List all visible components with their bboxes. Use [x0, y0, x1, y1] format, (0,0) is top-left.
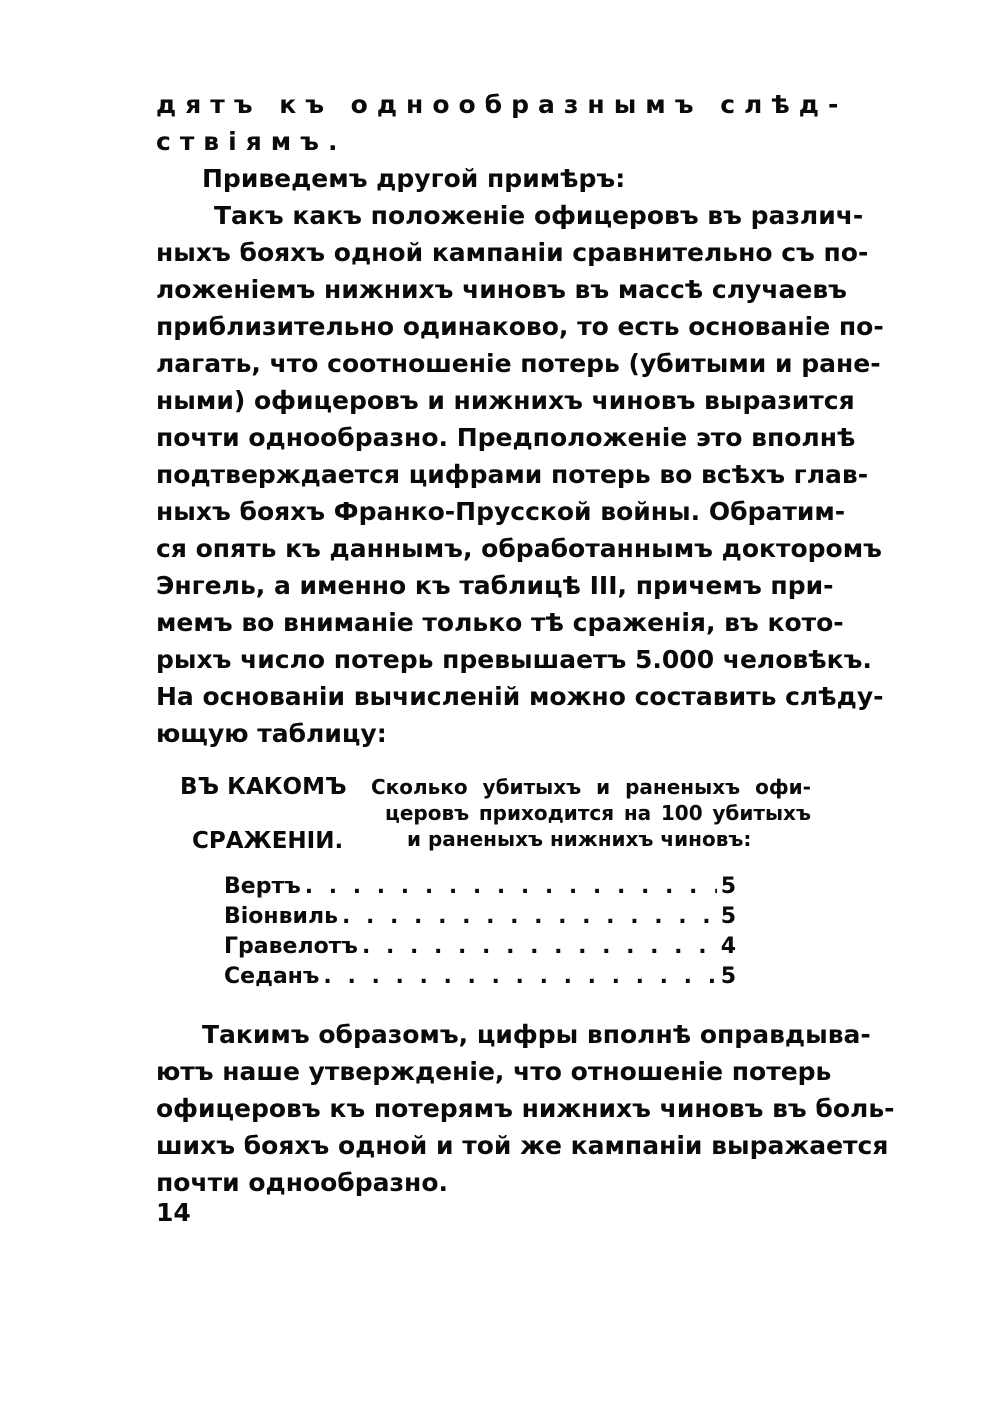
text-line: ныхъ бояхъ одной кампанiи сравнительно съ по- — [156, 238, 869, 267]
text-line: ными) офицеровъ и нижнихъ чиновъ выразится — [156, 386, 855, 415]
table-header-right — [371, 774, 811, 852]
table-row — [224, 872, 736, 902]
ratio-value: 4 — [720, 934, 736, 959]
text-line: почти однообразно. Предположенiе это вполнѣ — [156, 423, 856, 452]
text-line: дятъ къ однообразнымъ слѣд- — [156, 90, 848, 119]
text-line: рыхъ число потерь превышаетъ 5.000 человѣкъ. — [156, 645, 872, 674]
page-number: 14 — [156, 1198, 191, 1227]
text-line: На основанiи вычисленiй можно составить слѣду- — [156, 682, 884, 711]
header-ratio-line: и раненыхъ нижнихъ чиновъ: — [407, 827, 752, 851]
dot-leader — [342, 902, 717, 932]
text-line: ствiямъ. — [156, 127, 347, 156]
ratio-value: 5 — [720, 904, 736, 929]
text-line: Энгель, а именно къ таблицѣ III, причемъ при- — [156, 571, 834, 600]
table-body — [156, 872, 736, 992]
table-row — [224, 902, 736, 932]
text-line: Такъ какъ положенiе офицеровъ въ различ- — [214, 201, 864, 230]
ratio-value: 5 — [720, 874, 736, 899]
text-line: приблизительно одинаково, то есть основанiе по- — [156, 312, 884, 341]
text-line: мемъ во вниманiе только тѣ сраженiя, въ кото- — [156, 608, 844, 637]
ratio-value: 5 — [720, 964, 736, 989]
battle-name: Вертъ — [224, 874, 301, 899]
header-battle-line1: ВЪ КАКОМЪ — [180, 774, 347, 800]
text-line: лагать, что соотношенiе потерь (убитыми и ране- — [156, 349, 881, 378]
text-line: почти однообразно. — [156, 1168, 449, 1197]
table-row — [224, 932, 736, 962]
header-ratio-line: Сколько убитыхъ и раненыхъ офи- — [371, 775, 811, 799]
header-battle-line2: СРАЖЕНIИ. — [192, 828, 344, 854]
text-line: Такимъ образомъ, цифры вполнѣ оправдыва- — [202, 1020, 871, 1049]
text-line: ютъ наше утвержденiе, что отношенiе потерь — [156, 1057, 832, 1086]
closing-paragraph — [156, 1016, 895, 1201]
text-line: ющую таблицу: — [156, 719, 387, 748]
table-row — [224, 962, 736, 992]
table-header — [156, 774, 812, 854]
battle-name: Седанъ — [224, 964, 320, 989]
text-line: ныхъ бояхъ Франко-Прусской войны. Обратим- — [156, 497, 846, 526]
text-line: Приведемъ другой примѣръ: — [202, 164, 626, 193]
battle-name: Вiонвиль — [224, 904, 338, 929]
text-line: шихъ бояхъ одной и той же кампанiи выражается — [156, 1131, 889, 1160]
text-line: ложенiемъ нижнихъ чиновъ въ массѣ случаевъ — [156, 275, 847, 304]
text-line: подтверждается цифрами потерь во всѣхъ глав- — [156, 460, 869, 489]
header-ratio-line: церовъ приходится на 100 убитыхъ — [385, 801, 811, 825]
text-line: офицеровъ къ потерямъ нижнихъ чиновъ въ боль- — [156, 1094, 895, 1123]
battle-name: Гравелотъ — [224, 934, 358, 959]
dot-leader — [305, 872, 717, 902]
text-line: ся опять къ даннымъ, обработаннымъ докторомъ — [156, 534, 882, 563]
dot-leader — [323, 962, 716, 992]
page-text — [156, 86, 895, 1201]
dot-leader — [362, 932, 717, 962]
